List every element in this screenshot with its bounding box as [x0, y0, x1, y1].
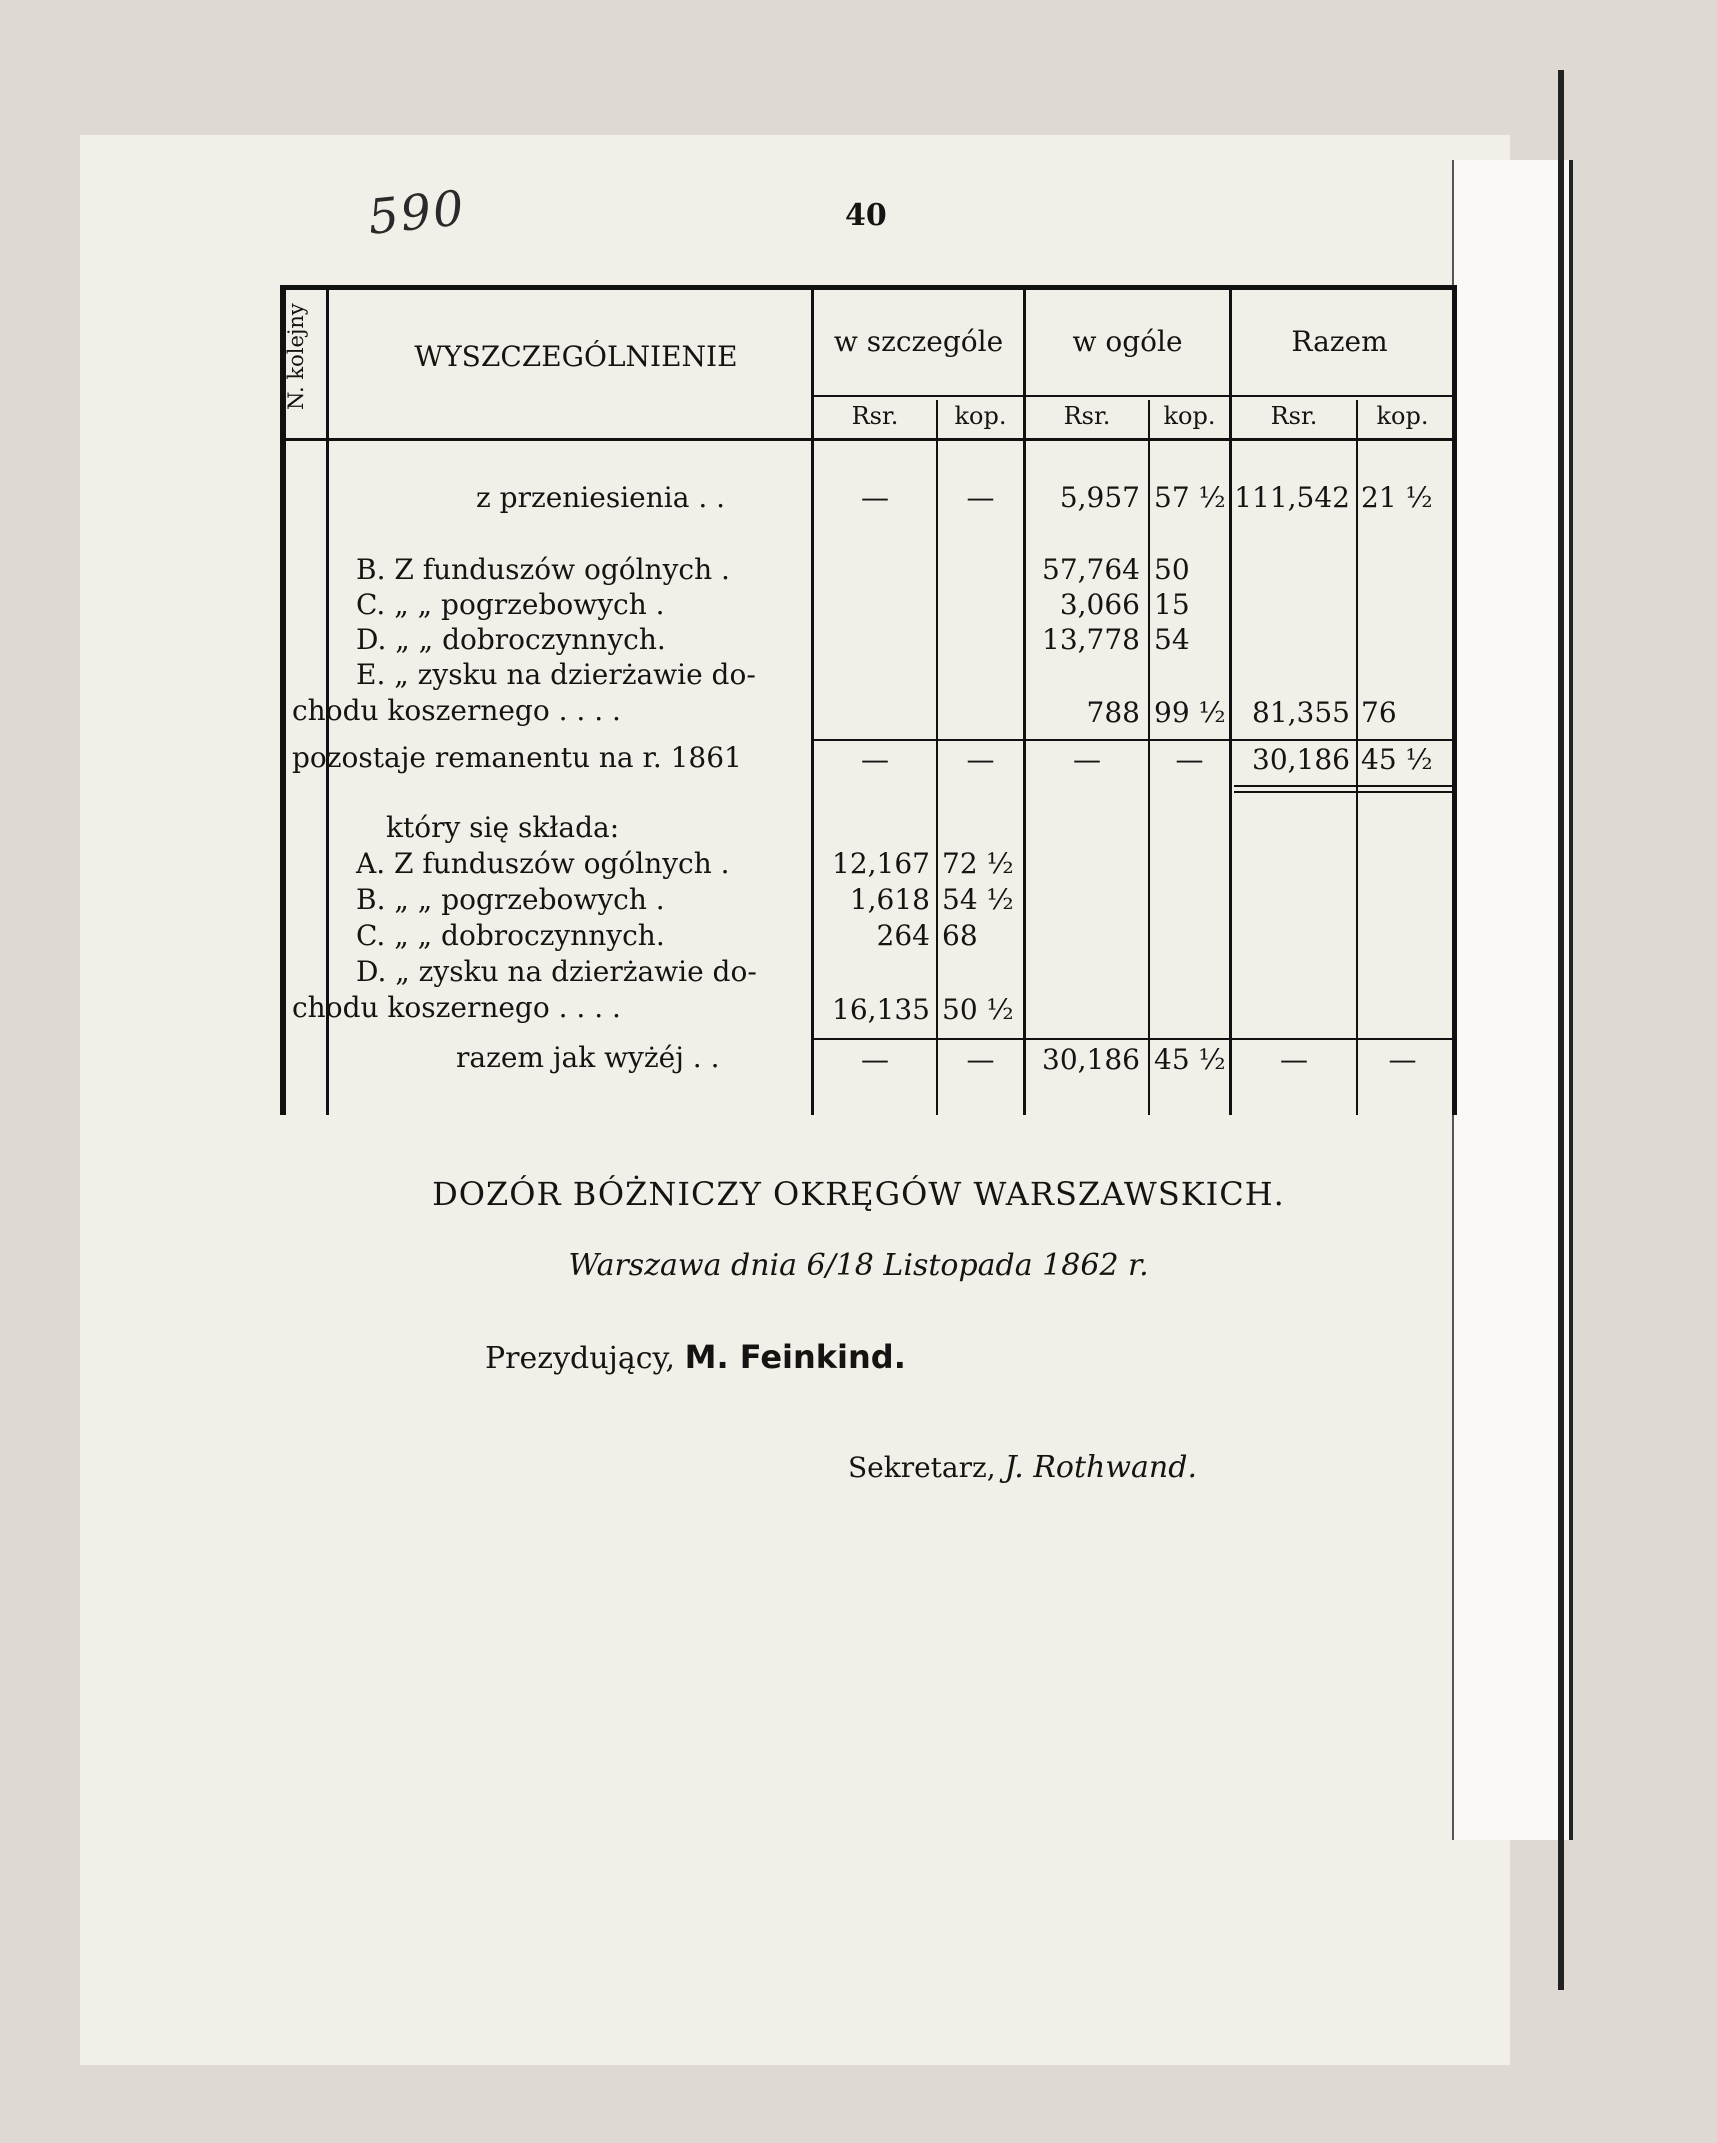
col-desc-label: WYSZCZEGÓLNIENIE: [414, 340, 738, 373]
cell-og-kop: 99 ½: [1154, 696, 1226, 729]
cell-sz-rsr: 12,167: [832, 847, 930, 880]
cell-raz-kop: 21 ½: [1361, 481, 1433, 514]
sub-rsr: Rsr.: [1063, 402, 1111, 430]
dash: —: [966, 743, 995, 776]
cell-og-rsr: 3,066: [1059, 588, 1140, 621]
row-label: razem jak wyżéj . .: [456, 1041, 720, 1074]
row-label: A. Z funduszów ogólnych .: [356, 847, 730, 880]
cell-sz-kop: 72 ½: [942, 847, 1014, 880]
sub-rsr: Rsr.: [1270, 402, 1318, 430]
cell-sz-kop: 54 ½: [942, 883, 1014, 916]
group-ogole: w ogóle: [1072, 325, 1183, 358]
cell-raz-rsr: 30,186: [1252, 743, 1350, 776]
rule-v-raz-kop: [1356, 400, 1358, 1115]
row-label: B. Z funduszów ogólnych .: [356, 553, 730, 586]
cell-og-kop: 54: [1154, 623, 1190, 656]
cell-raz-rsr: 81,355: [1252, 696, 1350, 729]
binding-edge: [1558, 70, 1564, 1990]
row-label: B. „ „ pogrzebowych .: [356, 883, 665, 916]
sub-kop: kop.: [1163, 402, 1216, 430]
row-label: pozostaje remanentu na r. 1861: [292, 741, 742, 774]
cell-sz-rsr: 1,618: [849, 883, 930, 916]
accounts-table: [280, 285, 1457, 1115]
dash: —: [1175, 743, 1204, 776]
row-label: D. „ zysku na dzierżawie do-: [356, 955, 757, 988]
document-date: Warszawa dnia 6/18 Listopada 1862 r.: [568, 1248, 1149, 1283]
dash: —: [1280, 1043, 1308, 1076]
row-label: E. „ zysku na dzierżawie do-: [356, 658, 756, 691]
cell-og-kop: 45 ½: [1154, 1043, 1226, 1076]
row-label: D. „ „ dobroczynnych.: [356, 623, 666, 656]
rule-h-double-2: [1234, 791, 1452, 793]
rule-h-header: [286, 438, 1452, 441]
binding-strip: [1452, 160, 1573, 1840]
cell-raz-kop: 45 ½: [1361, 743, 1433, 776]
dash: —: [1388, 1043, 1417, 1076]
secretary-label: Sekretarz,: [848, 1451, 996, 1484]
cell-og-rsr: 30,186: [1042, 1043, 1140, 1076]
dash: —: [966, 1043, 995, 1076]
cell-sz-kop: 68: [942, 919, 978, 952]
cell-og-kop: 50: [1154, 553, 1190, 586]
cell-raz-kop: 76: [1361, 696, 1397, 729]
sub-rsr: Rsr.: [851, 402, 899, 430]
cell-sz-kop: 50 ½: [942, 993, 1014, 1026]
page-number: 40: [845, 198, 887, 233]
cell-og-kop: 57 ½: [1154, 481, 1226, 514]
row-label: chodu koszernego . . . .: [292, 694, 621, 727]
cell-raz-rsr: 111,542: [1234, 481, 1350, 514]
row-label: chodu koszernego . . . .: [292, 991, 621, 1024]
row-label: z przeniesienia . .: [476, 481, 726, 514]
sub-kop: kop.: [954, 402, 1007, 430]
cell-og-rsr: 5,957: [1059, 481, 1140, 514]
dash: —: [966, 481, 995, 514]
dash: —: [861, 481, 889, 514]
secretary-name: J. Rothwand.: [1004, 1450, 1197, 1485]
cell-og-rsr: 788: [1086, 696, 1140, 729]
cell-sz-rsr: 16,135: [832, 993, 930, 1026]
cell-sz-rsr: 264: [876, 919, 930, 952]
row-label: który się składa:: [386, 811, 620, 844]
cell-og-rsr: 13,778: [1042, 623, 1140, 656]
president-signature: [485, 1338, 906, 1376]
dash: —: [861, 1043, 889, 1076]
cell-og-kop: 15: [1154, 588, 1190, 621]
rule-h-subheader: [811, 395, 1452, 397]
rule-h-double-1: [1234, 785, 1452, 787]
col-no-label: N. kolejny: [284, 303, 308, 410]
sub-kop: kop.: [1376, 402, 1429, 430]
group-razem: Razem: [1291, 325, 1388, 358]
row-label: C. „ „ dobroczynnych.: [356, 919, 665, 952]
handwritten-page-number: 590: [365, 180, 469, 246]
cell-og-rsr: 57,764: [1042, 553, 1140, 586]
row-label: C. „ „ pogrzebowych .: [356, 588, 665, 621]
secretary-signature: [848, 1450, 1197, 1485]
president-label: Prezydujący,: [485, 1341, 676, 1376]
dash: —: [1073, 743, 1101, 776]
president-name: M. Feinkind.: [684, 1338, 906, 1376]
institution-title: DOZÓR BÓŻNICZY OKRĘGÓW WARSZAWSKICH.: [432, 1175, 1285, 1213]
dash: —: [861, 743, 889, 776]
group-szczegole: w szczególe: [833, 325, 1004, 358]
